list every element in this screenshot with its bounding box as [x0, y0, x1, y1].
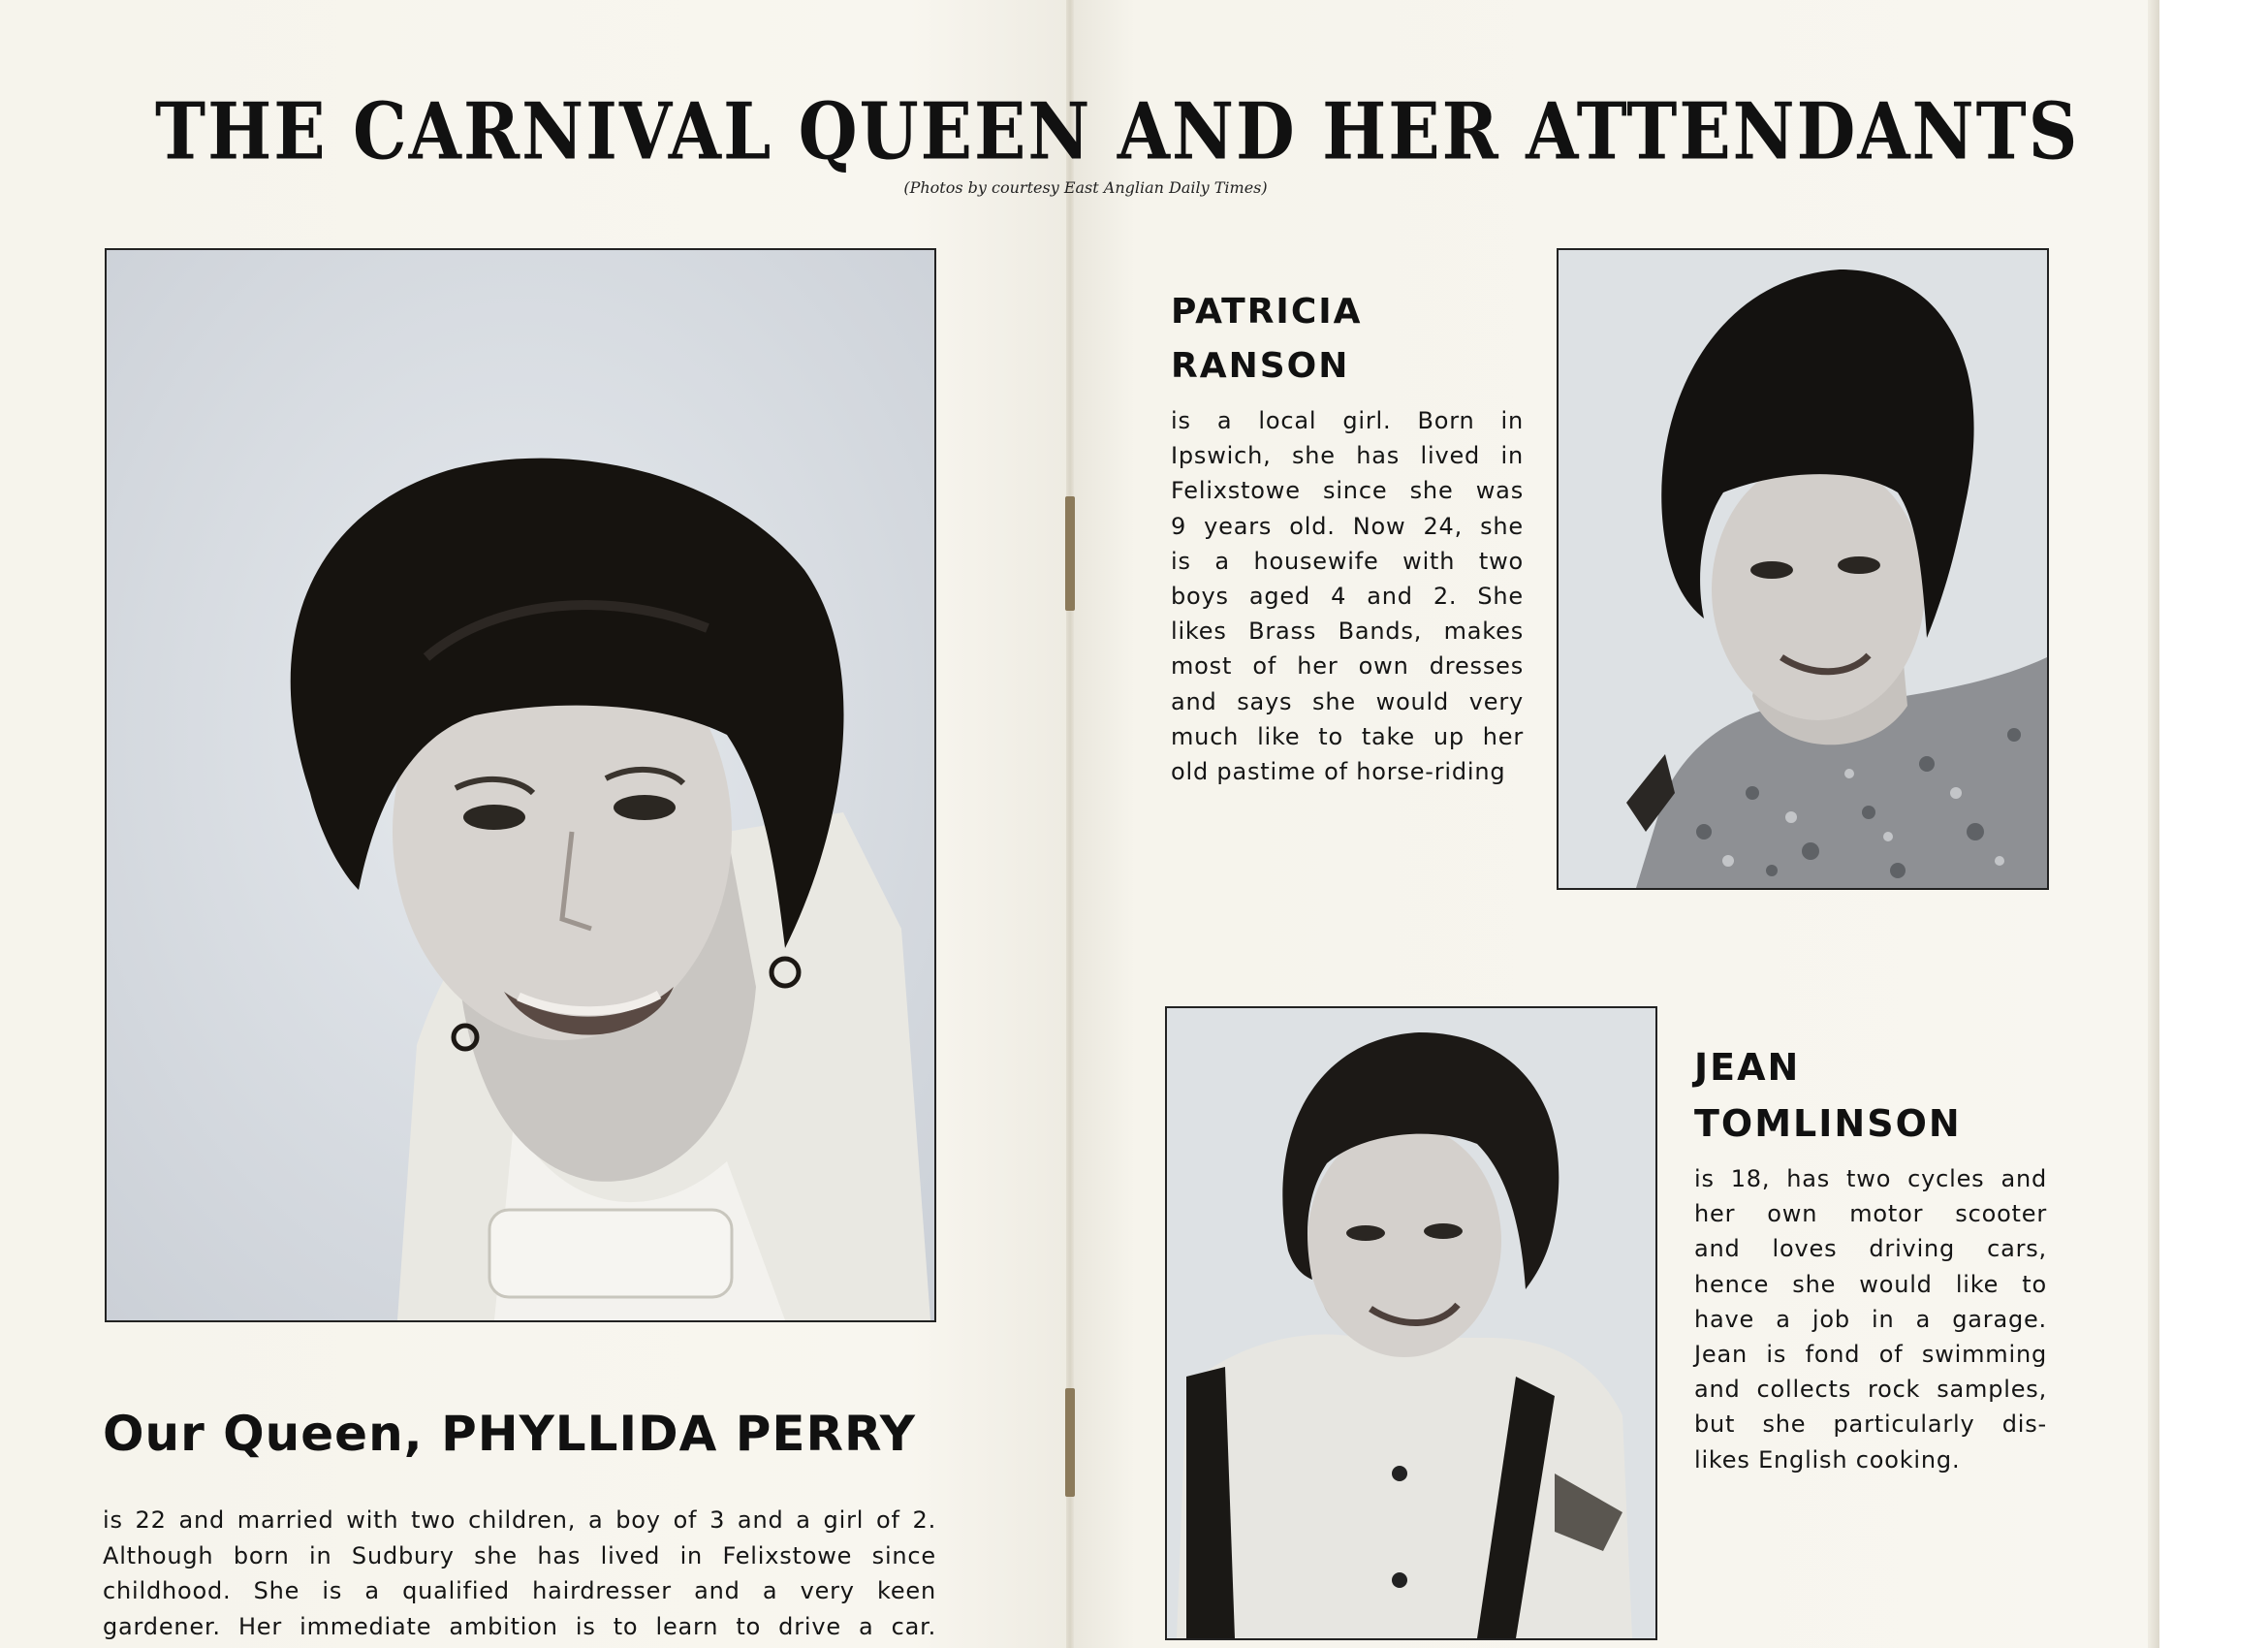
- bio-line: old pastime of horse-riding: [1171, 758, 1506, 786]
- bio-line: and loves driving cars,: [1694, 1235, 2047, 1263]
- bio-line: childhood. She is a qualified hairdresser and a very keen: [103, 1577, 936, 1604]
- patricia-name-line1: PATRICIA: [1171, 292, 1363, 332]
- bio-line: is a local girl. Born in: [1171, 407, 1524, 434]
- bio-line: 9 years old. Now 24, she: [1171, 512, 1524, 540]
- bio-line: likes Brass Bands, makes: [1171, 618, 1524, 646]
- jean-name-line1: JEAN: [1694, 1046, 1801, 1089]
- staple-top: [1065, 496, 1075, 611]
- bio-line: and collects rock samples,: [1694, 1376, 2047, 1404]
- queen-portrait-image: [107, 250, 934, 1320]
- bio-line: is 18, has two cycles and: [1694, 1165, 2047, 1192]
- page-edge: [2148, 0, 2159, 1648]
- bio-line: have a job in a garage.: [1694, 1305, 2047, 1333]
- staple-bottom: [1065, 1388, 1075, 1497]
- bio-line: hence she would like to: [1694, 1270, 2047, 1298]
- bio-line: Although born in Sudbury she has lived in Felixstowe since: [103, 1541, 936, 1569]
- queen-photo: [105, 248, 936, 1322]
- photo-credit: (Photos by courtesy East Anglian Daily Times): [903, 178, 1268, 197]
- bio-line: much like to take up her: [1171, 722, 1524, 750]
- queen-bio: [103, 1503, 936, 1644]
- bio-line: and says she would very: [1171, 687, 1524, 715]
- jean-portrait-image: [1167, 1008, 1655, 1638]
- bio-line: likes English cooking.: [1694, 1445, 1961, 1474]
- jean-name: [1694, 1039, 2004, 1152]
- patricia-name: [1171, 285, 1442, 394]
- bio-line: is a housewife with two: [1171, 547, 1524, 575]
- bio-line: her own motor scooter: [1694, 1200, 2047, 1228]
- queen-heading: Our Queen, PHYLLIDA PERRY: [103, 1406, 916, 1462]
- jean-photo: [1165, 1006, 1657, 1640]
- bio-line: Ipswich, she has lived in: [1171, 442, 1524, 470]
- bio-line: most of her own dresses: [1171, 652, 1524, 681]
- bio-line: boys aged 4 and 2. She: [1171, 583, 1524, 611]
- patricia-name-line2: RANSON: [1171, 346, 1350, 386]
- jean-name-line2: TOMLINSON: [1694, 1102, 1962, 1145]
- bio-line: Felixstowe since she was: [1171, 477, 1524, 505]
- page-title: THE CARNIVAL QUEEN AND HER ATTENDANTS: [155, 84, 2080, 178]
- bio-line: gardener. Her immediate ambition is to learn to drive a car.: [103, 1612, 936, 1640]
- bio-line: is 22 and married with two children, a boy of 3 and a girl of 2.: [103, 1506, 936, 1534]
- bio-line: but she particularly dis-: [1694, 1410, 2047, 1439]
- patricia-portrait-image: [1559, 250, 2047, 888]
- patricia-bio: [1171, 403, 1524, 789]
- jean-bio: [1694, 1161, 2047, 1477]
- bio-line: Jean is fond of swimming: [1694, 1341, 2047, 1369]
- patricia-photo: [1557, 248, 2049, 890]
